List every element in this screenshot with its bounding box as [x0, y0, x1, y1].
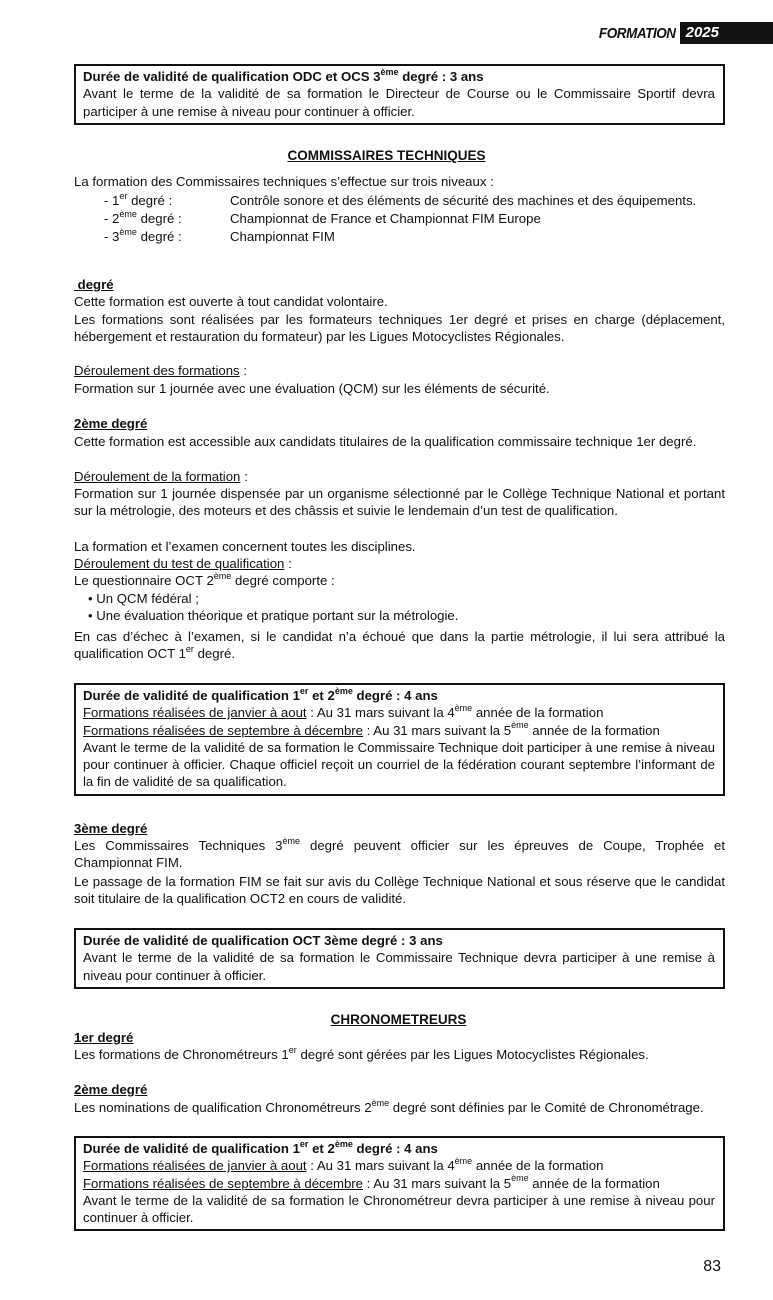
- ct-degree1-title: degré: [74, 277, 114, 292]
- ct-degree2-subtitle2: Déroulement du test de qualification :: [74, 556, 292, 571]
- ct-degree1-subtitle: Déroulement des formations :: [74, 363, 247, 378]
- validity-box-chrono-1-2: [74, 1136, 725, 1231]
- list-item: • Un QCM fédéral ;: [88, 591, 199, 606]
- ct-degree1-p3: Formation sur 1 journée avec une évaluation (QCM) sur les éléments de sécurité.: [74, 381, 550, 396]
- ct-degree3-p1: Les Commissaires Techniques 3ème degré peuvent officier sur les épreuves de Coupe, Trophée et Championnat FIM.: [74, 835, 725, 871]
- chrono-degree2-text: Les nominations de qualification Chronométreurs 2ème degré sont définies par le Comité de Chronométrage.: [74, 1097, 704, 1115]
- validity-box-odc-ocs: [74, 64, 725, 125]
- box-text: Avant le terme de la validité de sa formation le Commissaire Technique devra participer à une remise à niveau pour continuer à officier.: [83, 950, 715, 983]
- heading-chronometreurs: CHRONOMETREURS: [330, 1012, 467, 1027]
- header-title: FORMATION: [599, 24, 677, 42]
- chrono-degree1-title: 1er degré: [74, 1030, 134, 1045]
- chrono-degree2-title: 2ème degré: [74, 1082, 148, 1097]
- box-title: Durée de validité de qualification ODC et OCS 3ème degré : 3 ans: [83, 66, 484, 84]
- heading-commissaires-techniques: COMMISSAIRES TECHNIQUES: [287, 148, 486, 163]
- box-title: Durée de validité de qualification 1er et 2ème degré : 4 ans: [83, 685, 438, 703]
- box-line-sep-dec: Formations réalisées de septembre à décembre : Au 31 mars suivant la 5ème année de la formation: [83, 1173, 660, 1191]
- box-text: Avant le terme de la validité de sa formation le Commissaire Technique doit participer à une remise à niveau pour continuer à officier. Chaque officiel reçoit un courriel de la fédération courant septembre l’informant de la fin de validité de sa qualification.: [83, 739, 715, 790]
- box-title: Durée de validité de qualification 1er et 2ème degré : 4 ans: [83, 1138, 438, 1156]
- validity-box-oct3: [74, 928, 725, 989]
- chrono-degree1-text: Les formations de Chronométreurs 1er degré sont gérées par les Ligues Motocyclistes Régionales.: [74, 1044, 649, 1062]
- box-line-jan-aug: Formations réalisées de janvier à aout : Au 31 mars suivant la 4ème année de la formation: [83, 702, 604, 721]
- ct-degree2-p1: Cette formation est accessible aux candidats titulaires de la qualification commissaire technique 1er degré.: [74, 434, 697, 449]
- ct-degree1-p1: Cette formation est ouverte à tout candidat volontaire.: [74, 294, 388, 309]
- box-line-jan-aug: Formations réalisées de janvier à aout : Au 31 mars suivant la 4ème année de la formation: [83, 1155, 604, 1174]
- box-text: Avant le terme de la validité de sa formation le Directeur de Course ou le Commissaire Sportif devra participer à une remise à niveau pour continuer à officier.: [83, 86, 715, 119]
- ct-degree2-p2: Formation sur 1 journée dispensée par un organisme sélectionné par le Collège Technique National et portant sur la métrologie, des moteurs et des châssis et suivie le lendemain d’un test de qualification.: [74, 486, 725, 519]
- ct-degree2-title: 2ème degré: [74, 416, 148, 431]
- header-year: 2025: [680, 22, 773, 44]
- ct-degree2-p4: En cas d’échec à l’examen, si le candidat n’a échoué que dans la partie métrologie, il lui sera attribué la qualification OCT 1er degré.: [74, 629, 725, 662]
- level-item-1: - 1er degré : Contrôle sonore et des éléments de sécurité des machines et des équipements.: [104, 190, 697, 208]
- ct-degree3-title: 3ème degré: [74, 821, 148, 836]
- ct-degree1-p2: Les formations sont réalisées par les formateurs techniques 1er degré et prises en charge (déplacement, hébergement et restauration du formateur) par les Ligues Motocyclistes Régionales.: [74, 312, 725, 345]
- validity-box-ct-1-2: [74, 683, 725, 796]
- page-number: 83: [703, 1258, 721, 1275]
- level-item-3: - 3ème degré : Championnat FIM: [104, 226, 335, 244]
- ct-intro: La formation des Commissaires techniques s’effectue sur trois niveaux :: [74, 174, 494, 189]
- ct-degree2-subtitle: Déroulement de la formation :: [74, 469, 248, 484]
- page-header: [590, 22, 773, 44]
- box-line-sep-dec: Formations réalisées de septembre à décembre : Au 31 mars suivant la 5ème année de la formation: [83, 720, 660, 738]
- ct-degree3-p2: Le passage de la formation FIM se fait sur avis du Collège Technique National et sous réserve que le candidat soit titulaire de la qualification OCT2 en cours de validité.: [74, 874, 725, 907]
- ct-degree2-questionnaire: Le questionnaire OCT 2ème degré comporte :: [74, 570, 335, 588]
- level-item-2: - 2ème degré : Championnat de France et Championnat FIM Europe: [104, 208, 541, 226]
- box-text: Avant le terme de la validité de sa formation le Chronométreur devra participer à une remise à niveau pour continuer à officier.: [83, 1192, 715, 1226]
- list-item: • Une évaluation théorique et pratique portant sur la métrologie.: [88, 608, 459, 623]
- ct-degree2-p3: La formation et l’examen concernent toutes les disciplines.: [74, 539, 416, 554]
- box-title: Durée de validité de qualification OCT 3ème degré : 3 ans: [83, 933, 443, 948]
